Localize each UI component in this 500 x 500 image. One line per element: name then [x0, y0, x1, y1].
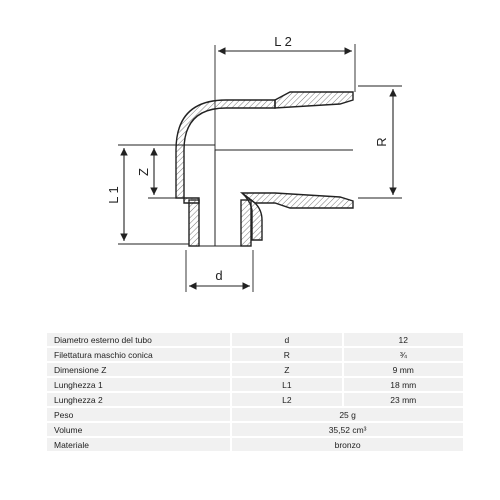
- table-row: [47, 348, 463, 361]
- row-value: 12: [344, 333, 463, 346]
- row-value: 25 g: [232, 408, 463, 421]
- row-value: 23 mm: [344, 393, 463, 406]
- dimension-lines: [124, 51, 393, 286]
- dim-label-l1: L 1: [106, 186, 121, 204]
- male-thread-bottom-wall: [242, 193, 353, 208]
- row-symbol: Z: [232, 363, 341, 376]
- row-label: Peso: [47, 408, 230, 421]
- dim-label-l2: L 2: [274, 34, 292, 49]
- row-symbol: L2: [232, 393, 341, 406]
- specification-table: [47, 331, 463, 453]
- table-row: [47, 423, 463, 436]
- row-value: 9 mm: [344, 363, 463, 376]
- socket-right-wall: [241, 200, 251, 246]
- table-row: [47, 393, 463, 406]
- table-row: [47, 363, 463, 376]
- row-value: 18 mm: [344, 378, 463, 391]
- row-label: Diametro esterno del tubo: [47, 333, 230, 346]
- table-row: [47, 378, 463, 391]
- socket-shoulder: [184, 198, 199, 203]
- dim-label-r: R: [374, 137, 389, 147]
- elbow-body: [176, 92, 353, 246]
- dim-label-d: d: [215, 268, 223, 283]
- extension-lines: [118, 44, 402, 292]
- row-symbol: L1: [232, 378, 341, 391]
- dim-label-z: Z: [136, 168, 151, 176]
- table-row: [47, 333, 463, 346]
- row-label: Filettatura maschio conica: [47, 348, 230, 361]
- row-label: Materiale: [47, 438, 230, 451]
- row-symbol: R: [232, 348, 341, 361]
- socket-left-wall: [189, 200, 199, 246]
- row-label: Dimensione Z: [47, 363, 230, 376]
- row-label: Lunghezza 2: [47, 393, 230, 406]
- table-row: [47, 438, 463, 451]
- elbow-outer-wall: [176, 100, 275, 198]
- table-row: [47, 408, 463, 421]
- row-symbol: d: [232, 333, 341, 346]
- row-value: 35,52 cm³: [232, 423, 463, 436]
- row-value: bronzo: [232, 438, 463, 451]
- row-value: ¾: [344, 348, 463, 361]
- male-thread-top-wall: [275, 92, 353, 108]
- row-label: Volume: [47, 423, 230, 436]
- row-label: Lunghezza 1: [47, 378, 230, 391]
